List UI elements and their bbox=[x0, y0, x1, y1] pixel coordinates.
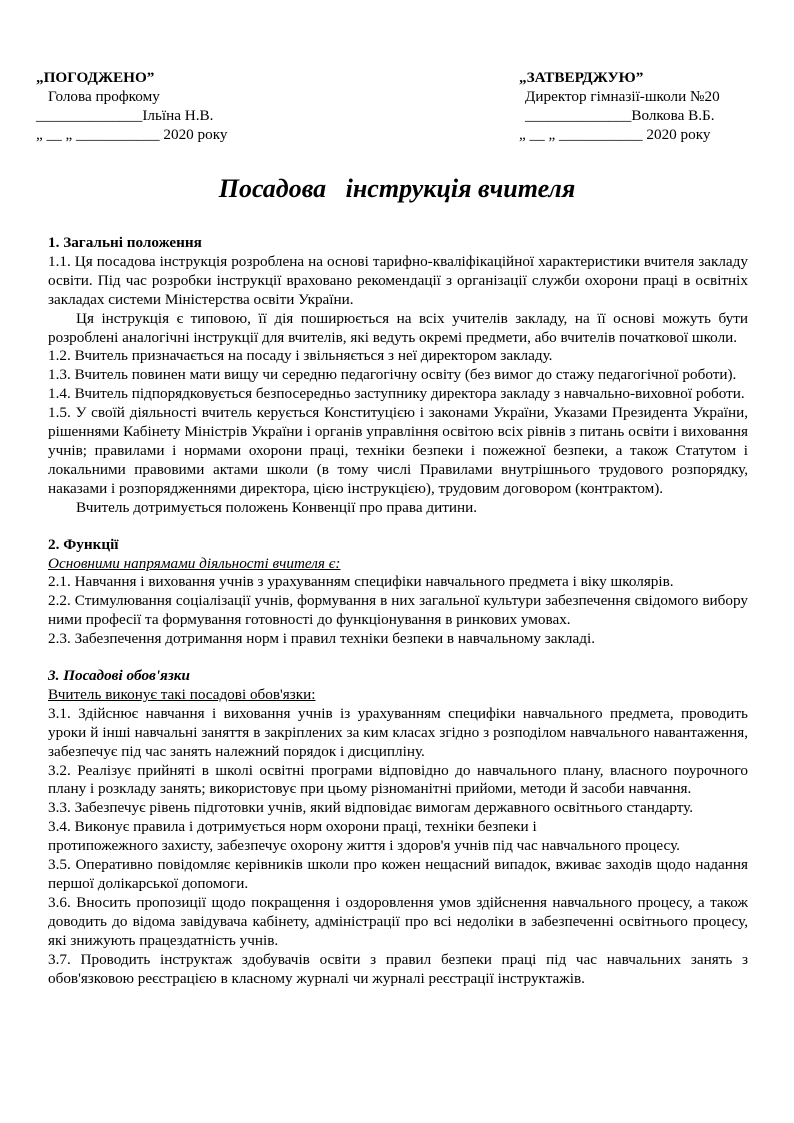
section1-paragraph: Ця інструкція є типовою, її дія поширюється на всіх учителів закладу, на її основі можуть бути розроблені аналогічні інструкції для вчителів, які ведуть окремі предмети, або вчителів початкової школи. bbox=[48, 309, 748, 346]
section3-item: 3.1. Здійснює навчання і виховання учнів із урахуванням специфіки навчального предмета, проводить уроки й інші навчальні заняття в закріплених за ким класах згідно з розподілом навчального навантаження, забезпечує під час занять належний порядок і дисципліну. bbox=[48, 704, 748, 760]
section1-paragraph: 1.2. Вчитель призначається на посаду і звільняється з неї директором закладу. bbox=[48, 347, 553, 365]
section1-paragraph: 1.4. Вчитель підпорядковується безпосередньо заступнику директора закладу з навчально-виховної роботи. bbox=[48, 385, 745, 403]
section2-item: 2.1. Навчання і виховання учнів з урахуванням специфіки навчального предмета і віку школярів. bbox=[48, 573, 674, 591]
approval-block-approved bbox=[519, 68, 720, 144]
approval-signature-agreed: ______________Ільїна Н.В. bbox=[36, 107, 214, 124]
approval-signature-approved: ______________Волкова В.Б. bbox=[525, 107, 715, 124]
section3-item: 3.7. Проводить інструктаж здобувачів освіти з правил безпеки праці під час навчальних занять з обов'язковою реєстрацією в класному журналі чи журналі реєстрації інструктажів. bbox=[48, 950, 748, 987]
section3-item: 3.6. Вносить пропозиції щодо покращення і оздоровлення умов здійснення навчального процесу, а також доводить до відома завідувача кабінету, адміністрації про всі недоліки в забезпеченні освітнього процесу, які знижують працездатність учнів. bbox=[48, 893, 748, 949]
section1-paragraph: Вчитель дотримується положень Конвенції про права дитини. bbox=[76, 498, 478, 516]
section1-paragraph: 1.5. У своїй діяльності вчитель керується Конституцією і законами України, Указами Президента України, рішеннями Кабінету Міністрів України і органів управління освітою всіх рівнів з питань освіти і виховання учнів; правилами і нормами охорони праці, техніки безпеки і пожежної безпеки, а також Статутом і локальними правовими актами школи (в тому числі Правилами внутрішнього трудового розпорядку, наказами і розпорядженнями директора, цією інструкцією), трудовим договором (контрактом). bbox=[48, 404, 748, 497]
document-title: Посадова інструкція вчителя bbox=[218, 174, 576, 203]
section3-item: 3.4. Виконує правила і дотримується норм охорони праці, техніки безпеки і bbox=[48, 818, 537, 836]
approval-position-agreed: Голова профкому bbox=[48, 88, 160, 105]
section3-item: 3.2. Реалізує прийняті в школі освітні програми відповідно до навчального плану, власного поурочного плану і розкладу занять; використовує при цьому різноманітні прийоми, методи й засоби навчання. bbox=[48, 761, 748, 798]
approval-header-agreed: „ПОГОДЖЕНО” bbox=[36, 69, 155, 86]
approval-block-agreed bbox=[36, 68, 228, 144]
section2-heading: 2. Функції bbox=[48, 535, 119, 553]
section3-item: протипожежного захисту, забезпечує охорону життя і здоров'я учнів під час навчального процесу. bbox=[48, 837, 680, 855]
section3-heading: 3. Посадові обов'язки bbox=[48, 667, 190, 685]
section3-item: 3.5. Оперативно повідомляє керівників школи про кожен нещасний випадок, вживає заходів щодо надання першої долікарської допомоги. bbox=[48, 856, 748, 892]
section3-item: 3.3. Забезпечує рівень підготовки учнів, який відповідає вимогам державного освітнього стандарту. bbox=[48, 799, 694, 817]
section1-paragraph: 1.3. Вчитель повинен мати вищу чи середню педагогічну освіту (без вимог до стажу педагогічної роботи). bbox=[48, 366, 737, 384]
section3-subheading: Вчитель виконує такі посадові обов'язки: bbox=[48, 685, 316, 703]
section1-heading: 1. Загальні положення bbox=[48, 234, 202, 251]
approval-position-approved: Директор гімназії-школи №20 bbox=[525, 88, 720, 105]
section2-item: 2.2. Стимулювання соціалізації учнів, формування в них загальної культури забезпечення свідомого вибору ними професії та формування готовності до функціонування в ринкових умовах. bbox=[48, 592, 748, 629]
section2-item: 2.3. Забезпечення дотримання норм і правил техніки безпеки в навчальному закладі. bbox=[48, 630, 595, 648]
section1-paragraph: 1.1. Ця посадова інструкція розроблена на основі тарифно-кваліфікаційної характеристики вчителя закладу освіти. Під час розробки інструкції враховано рекомендації з організації служби охорони праці в освітніх закладах системи Міністерства освіти України. bbox=[48, 252, 748, 308]
approval-date-approved: „ __ „ ___________ 2020 року bbox=[519, 126, 711, 143]
approval-date-agreed: „ __ „ ___________ 2020 року bbox=[36, 126, 228, 143]
document-body bbox=[48, 234, 748, 988]
section2-subheading: Основними напрямами діяльності вчителя є: bbox=[48, 554, 341, 572]
approval-header-approved: „ЗАТВЕРДЖУЮ” bbox=[519, 69, 644, 86]
